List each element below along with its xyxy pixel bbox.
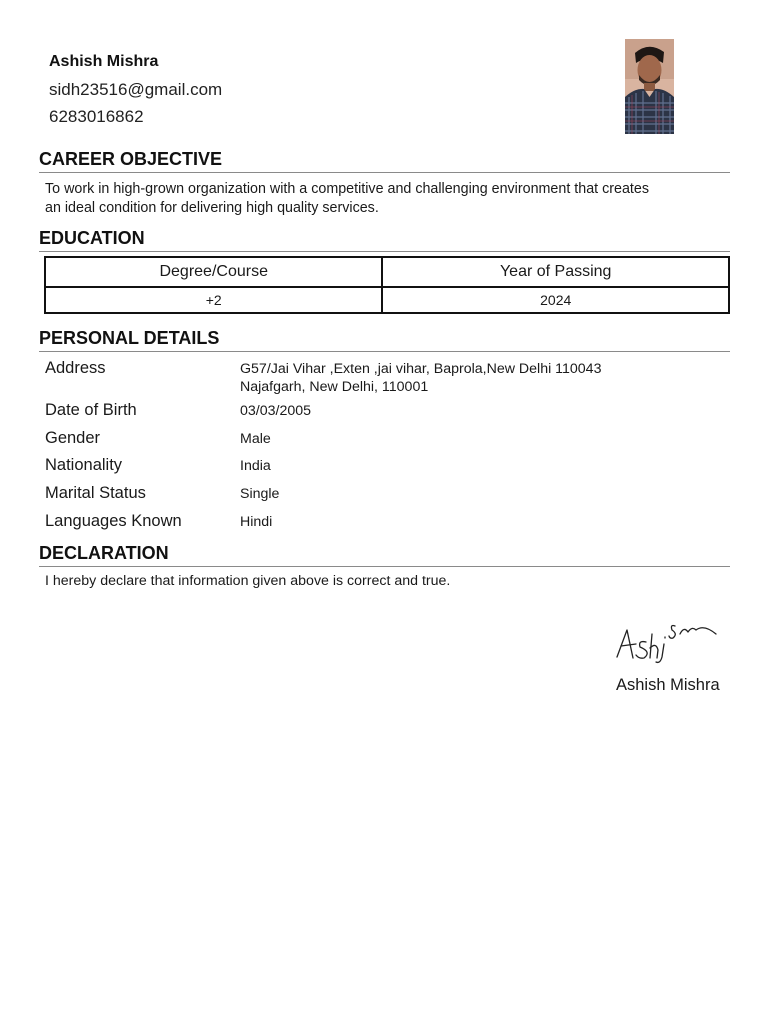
education-header-year: Year of Passing <box>382 257 729 287</box>
address-line-1: G57/Jai Vihar ,Exten ,jai vihar, Baprola,New Delhi 110043 <box>240 361 602 377</box>
education-header-row <box>45 257 729 287</box>
education-cell-degree: +2 <box>45 287 382 313</box>
address-line-2: Najafgarh, New Delhi, 110001 <box>240 378 429 395</box>
section-divider <box>39 566 730 567</box>
email-address: sidh23516@gmail.com <box>49 80 223 99</box>
marital-status-label: Marital Status <box>45 484 146 502</box>
education-header-degree: Degree/Course <box>45 257 382 287</box>
dob-label: Date of Birth <box>45 401 137 419</box>
signature-name: Ashish Mishra <box>616 676 720 694</box>
profile-photo <box>625 39 674 134</box>
languages-label: Languages Known <box>45 512 182 530</box>
section-divider <box>39 351 730 352</box>
candidate-name: Ashish Mishra <box>49 53 159 70</box>
table-row <box>45 287 729 313</box>
gender-value: Male <box>240 431 271 447</box>
career-objective-line-1: To work in high-grown organization with a competitive and challenging environment that creates <box>45 181 649 197</box>
section-title-declaration: DECLARATION <box>39 543 169 563</box>
section-title-personal-details: PERSONAL DETAILS <box>39 328 220 348</box>
education-cell-year: 2024 <box>382 287 729 313</box>
career-objective-line-2: an ideal condition for delivering high quality services. <box>45 199 379 216</box>
marital-status-value: Single <box>240 486 280 502</box>
address-label: Address <box>45 359 106 377</box>
section-divider <box>39 172 730 173</box>
gender-label: Gender <box>45 429 101 447</box>
phone-number: 6283016862 <box>49 107 144 126</box>
education-table <box>44 256 730 314</box>
section-divider <box>39 251 730 252</box>
signature-image <box>612 612 722 667</box>
dob-value: 03/03/2005 <box>240 403 312 419</box>
section-title-education: EDUCATION <box>39 228 145 248</box>
address-value <box>240 361 601 396</box>
nationality-label: Nationality <box>45 456 123 474</box>
languages-value: Hindi <box>240 514 273 530</box>
nationality-value: India <box>240 458 271 474</box>
career-objective-text <box>45 180 735 217</box>
declaration-text: I hereby declare that information given above is correct and true. <box>45 573 451 589</box>
section-title-career-objective: CAREER OBJECTIVE <box>39 149 223 169</box>
